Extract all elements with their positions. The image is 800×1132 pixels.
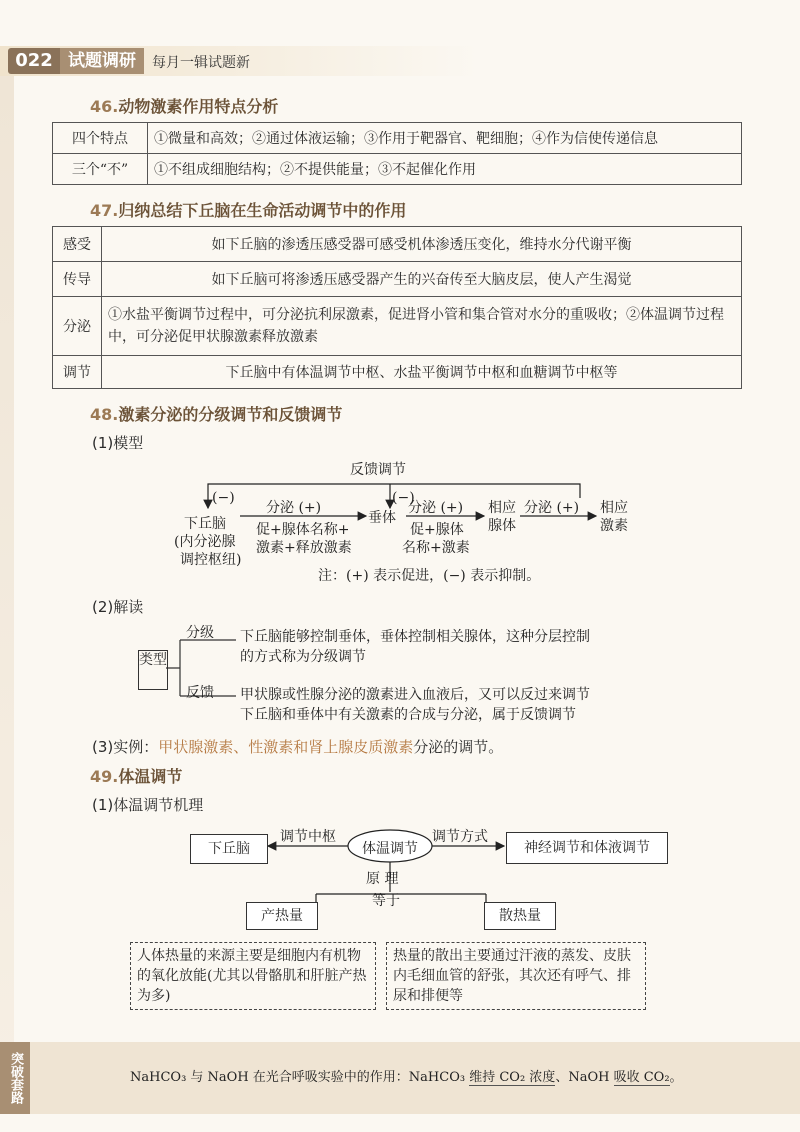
secrete-label-3: 分泌 (+) (524, 500, 580, 516)
hypothalamus-note-1: (内分泌腺 (174, 534, 236, 550)
heat-production-node: 产热量 (246, 902, 318, 930)
secrete-label-2: 分泌 (+) (408, 500, 464, 516)
secrete-label-1: 分泌 (+) (266, 500, 322, 516)
feedback-type-label: 反馈 (186, 685, 214, 701)
minus-sign-1: (−) (212, 490, 235, 506)
header-title: 试题调研 (60, 48, 144, 74)
mechanism-label: (1)体温调节机理 (92, 796, 204, 814)
table-row: 分泌 ①水盐平衡调节过程中，可分泌抗利尿激素，促进肾小管和集合管对水分的重吸收；②体温调节过程中，可分泌促甲状腺激素释放激素 (53, 297, 742, 356)
example-line: (3)实例：甲状腺激素、性激素和肾上腺皮质激素分泌的调节。 (92, 738, 504, 756)
principle-label: 原 理 (366, 871, 399, 887)
table-47 (52, 226, 742, 389)
center-label: 调节中枢 (280, 829, 336, 845)
heat-loss-node: 散热量 (484, 902, 556, 930)
types-box: 类型 (138, 650, 168, 690)
gland-node-2: 腺体 (488, 518, 516, 534)
hypothalamus-note-2: 调控枢纽) (180, 552, 242, 568)
table-row: 调节 下丘脑中有体温调节中枢、水盐平衡调节中枢和血糖调节中枢等 (53, 356, 742, 389)
hypothalamus-node: 下丘脑 (190, 834, 268, 864)
footer-side-label: 突破套路 (0, 1042, 30, 1114)
table-row: 四个特点 ①微量和高效；②通过体液运输；③作用于靶器官、靶细胞；④作为信使传递信息 (53, 123, 742, 154)
table-row: 传导 如下丘脑可将渗透压感受器产生的兴奋传至大脑皮层，使人产生渴觉 (53, 262, 742, 297)
hormone-label-1b: 激素+释放激素 (256, 540, 352, 556)
section-46-title: 46.动物激素作用特点分析 (90, 97, 279, 116)
minus-sign-2: (−) (392, 490, 415, 506)
left-margin-strip (0, 76, 14, 1076)
hormone-label-1a: 促+腺体名称+ (256, 522, 350, 538)
feedback-text-2: 下丘脑和垂体中有关激素的合成与分泌，属于反馈调节 (240, 707, 576, 723)
table-row: 三个“不” ①不组成细胞结构；②不提供能量；③不起催化作用 (53, 154, 742, 185)
section-47-title: 47.归纳总结下丘脑在生命活动调节中的作用 (90, 201, 407, 220)
grading-label: 分级 (186, 625, 214, 641)
table-row: 感受 如下丘脑的渗透压感受器可感受机体渗透压变化，维持水分代谢平衡 (53, 227, 742, 262)
center-node: 体温调节 (362, 841, 418, 857)
heat-production-text: 人体热量的来源主要是细胞内有机物的氧化放能(尤其以骨骼肌和肝脏产热为多) (130, 942, 376, 1010)
hormone-label-2b: 名称+激素 (402, 540, 470, 556)
grading-text-2: 的方式称为分级调节 (240, 649, 366, 665)
table-46 (52, 122, 742, 185)
target-hormone-2: 激素 (600, 518, 628, 534)
footer-tip: NaHCO₃ 与 NaOH 在光合呼吸实验中的作用：NaHCO₃ 维持 CO₂ 浓度、NaOH 吸收 CO₂。 (130, 1070, 683, 1085)
page-number: 022 (8, 48, 60, 74)
model-label: (1)模型 (92, 434, 144, 452)
header-subtitle: 每月一辑试题新 (152, 55, 250, 71)
mode-node: 神经调节和体液调节 (506, 832, 668, 864)
pituitary-node: 垂体 (368, 510, 396, 526)
hormone-diagram (170, 458, 650, 588)
target-hormone-1: 相应 (600, 500, 628, 516)
section-49-title: 49.体温调节 (90, 767, 183, 786)
section-48-title: 48.激素分泌的分级调节和反馈调节 (90, 405, 343, 424)
heat-loss-text: 热量的散出主要通过汗液的蒸发、皮肤内毛细血管的舒张，其次还有呼气、排尿和排便等 (386, 942, 646, 1010)
interp-label: (2)解读 (92, 598, 144, 616)
hypothalamus-node: 下丘脑 (184, 516, 226, 532)
feedback-text-1: 甲状腺或性腺分泌的激素进入血液后，又可以反过来调节 (240, 687, 590, 703)
mode-label: 调节方式 (432, 829, 488, 845)
grading-text-1: 下丘脑能够控制垂体，垂体控制相关腺体，这种分层控制 (240, 629, 590, 645)
feedback-label: 反馈调节 (350, 462, 406, 478)
hormone-label-2a: 促+腺体 (410, 522, 464, 538)
equal-label: 等于 (372, 893, 400, 909)
diagram-note: 注：(+) 表示促进，(−) 表示抑制。 (318, 568, 541, 584)
gland-node-1: 相应 (488, 500, 516, 516)
